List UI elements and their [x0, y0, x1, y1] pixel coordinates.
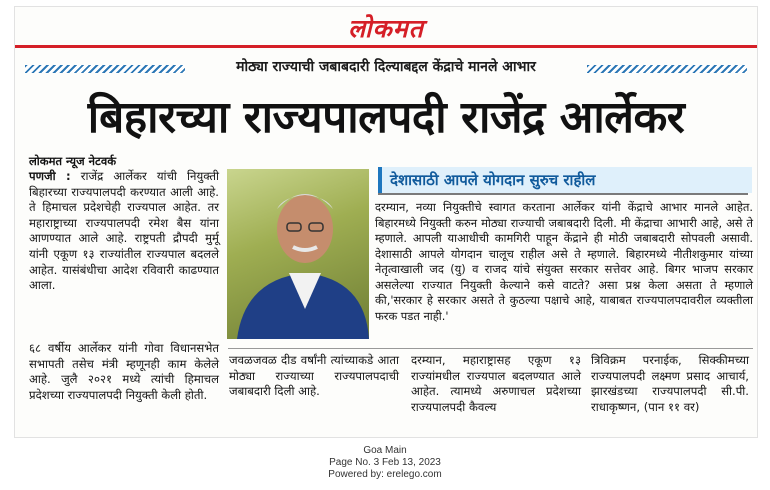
dateline: पणजी :: [29, 169, 71, 183]
section-divider: [228, 348, 753, 349]
subhead: देशासाठी आपले योगदान सुरुच राहील: [390, 171, 596, 189]
epaper-footer: [0, 445, 770, 481]
subhead-rule: [378, 193, 748, 195]
column-2: [229, 353, 399, 400]
column-3: [411, 353, 581, 415]
column-1-continued: [29, 341, 219, 403]
column-4: [591, 353, 749, 415]
page-info: Page No. 3 Feb 13, 2023: [329, 457, 441, 468]
subhead-box: [378, 167, 752, 193]
column-4-text: त्रिविक्रम परनाईक, सिक्कीमच्या राज्यपालपदी लक्ष्मण प्रसाद आचार्य, झारखंडच्या राज्यपालपदी सी.पी. राधाकृष्णन,: [591, 353, 749, 414]
edition-name: Goa Main: [363, 445, 407, 456]
portrait-photo: [227, 169, 369, 339]
quote-text: दरम्यान, नव्या नियुक्तीचे स्वागत करताना आर्लेकर यांनी केंद्राचे आभार मानले आहेत. बिहारमध्ये नियुक्ती करुन मोठ्या राज्याची जबाबदारी दिली. मी केंद्राचा आभारी आहे, असे ते म्हणाले. आपली याआधीची कामगिरी पाहून केंद्राने ही मोठी जबाबदारी सोपवली असावी. देशासाठी आपले योगदान चालूच राहील असे ते म्हणाले. बिहारमध्ये नीतीशकुमार यांच्या नेतृत्वाखाली जद (यु) व राजद यांचे संयुक्त सरकार सत्तेवर आहे. बिगर भाजप सरकार असलेल्या राज्यात नियुक्ती केल्याने कसे वाटते? असा प्रश्न केला असता ते म्हणाले की,'सरकार हे सरकार असते ते कुठल्या पक्षाचे आहे, याबाबत राज्यपालपदावरील व्यक्तीला फरक पडत नाही.': [375, 200, 753, 323]
masthead-rule: [15, 45, 757, 48]
masthead-logo: लोकमत: [348, 14, 424, 43]
column-1: [29, 169, 219, 294]
column-3-text: दरम्यान, महाराष्ट्रासह एकूण १३ राज्यांमधील राज्यपाल बदलण्यात आले आहेत. त्यामध्ये अरुणाचल प्रदेशच्या राज्यपालपदी कैवल्य: [411, 353, 581, 414]
kicker-text: मोठ्या राज्याची जबाबदारी दिल्याबद्दल केंद्राचे मानले आभार: [236, 59, 536, 75]
news-clipping: [14, 6, 758, 438]
byline: लोकमत न्यूज नेटवर्क: [29, 154, 117, 168]
portrait-illustration: [227, 169, 369, 339]
powered-by: Powered by: erelego.com: [328, 469, 442, 480]
quote-column: [375, 200, 753, 324]
column-1-paragraph-2: ६८ वर्षीय आर्लेकर यांनी गोवा विधानसभेत सभापती तसेच मंत्री म्हणूनही काम केलेले आहे. जुलै २०२१ मध्ये त्यांची हिमाचल प्रदेशच्या राज्यपालपदी नियुक्ती केली होती.: [29, 341, 219, 402]
continued-note: (पान ११ वर): [643, 399, 700, 414]
headline: बिहारच्या राज्यपालपदी राजेंद्र आर्लेकर: [87, 92, 685, 143]
column-2-text: जवळजवळ दीड वर्षांनी त्यांच्याकडे आता मोठ्या राज्याच्या राज्यपालपदाची जबाबदारी दिली आहे.: [229, 353, 399, 399]
column-1-paragraph-1: राजेंद्र आर्लेकर यांची नियुक्ती बिहारच्या राज्यपालपदी करण्यात आली आहे. ते हिमाचल प्रदेशचेही राज्यपाल आहेत. तर महाराष्ट्राच्या राज्यपालपदी रमेश बैस यांना आणण्यात आले आहे. राष्ट्रपती द्रौपदी मुर्मू यांनी एकूण १३ राज्यांतील राज्यपाल बदलले आहेत. यासंबंधीचा आदेश रविवारी काढण्यात आला.: [29, 169, 220, 293]
